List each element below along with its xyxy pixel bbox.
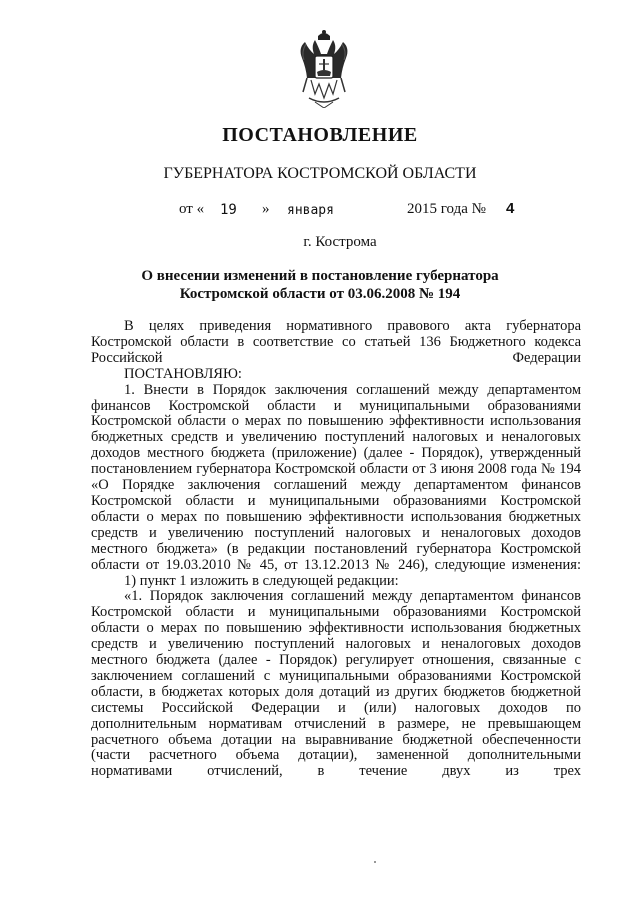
date-month: января <box>287 203 334 218</box>
scan-mark <box>374 861 376 863</box>
heading-line: О внесении изменений в постановление губернатора <box>141 268 499 284</box>
date-year: 2015 года № <box>407 201 486 217</box>
paragraph-preamble: В целях приведения нормативного правового акта губернатора Костромской области в соответствие со статьей 136 Бюджетного кодекса Российской Федерации <box>91 318 581 366</box>
date-day: 19 <box>220 202 237 218</box>
paragraph-subitem-1: 1) пункт 1 изложить в следующей редакции: <box>124 572 399 589</box>
date-line <box>0 201 640 223</box>
document-body <box>91 318 581 780</box>
document-heading <box>60 267 580 303</box>
heading-line: Костромской области от 03.06.2008 № 194 <box>179 286 461 302</box>
date-prefix: от « <box>179 201 205 217</box>
date-mid: » <box>262 201 270 217</box>
document-number: 4 <box>506 200 515 217</box>
paragraph-item-1: 1. Внести в Порядок заключения соглашений между департаментом финансов Костромской области и муниципальными образованиями Костромской области о мерах по повышению эффективности использования бюджетных средств и увеличению поступлений налоговых и неналоговых доходов местного бюджета (приложение) (далее - Порядок), утвержденный постановлением губернатора Костромской области от 3 июня 2008 года № 194 «О Порядке заключения соглашений между департаментом финансов Костромской области и муниципальными образованиями Костромской области о мерах по повышению эффективности использования бюджетных средств и увеличению поступлений налоговых и неналоговых доходов местного бюджета» (в редакции постановлений губернатора Костромской области от 19.03.2010 № 45, от 13.12.2013 № 246), следующие изменения: <box>91 381 581 573</box>
paragraph-resolve: ПОСТАНОВЛЯЮ: <box>124 365 242 382</box>
document-title: ПОСТАНОВЛЕНИЕ <box>222 124 418 146</box>
paragraph-quoted-text: «1. Порядок заключения соглашений между департаментом финансов Костромской области и муниципальными образованиями Костромской области о мерах по повышению эффективности использования бюджетных средств и увеличению поступлений налоговых и неналоговых доходов местного бюджета (далее - Порядок) регулирует отношения, связанные с заключением соглашений с муниципальными образованиями Костромской области, в бюджетах которых доля дотаций из других бюджетов бюджетной системы Российской Федерации и (или) налоговых доходов по дополнительным нормативам отчислений в размере, не превышающем расчетного объема дотации на выравнивание бюджетной обеспеченности (части расчетного объема дотации), замененной дополнительными нормативами отчислений, в течение двух из трех <box>91 588 581 780</box>
city: г. Кострома <box>303 234 377 250</box>
coat-of-arms-emblem <box>297 28 351 108</box>
issuer-title: ГУБЕРНАТОРА КОСТРОМСКОЙ ОБЛАСТИ <box>163 165 477 182</box>
